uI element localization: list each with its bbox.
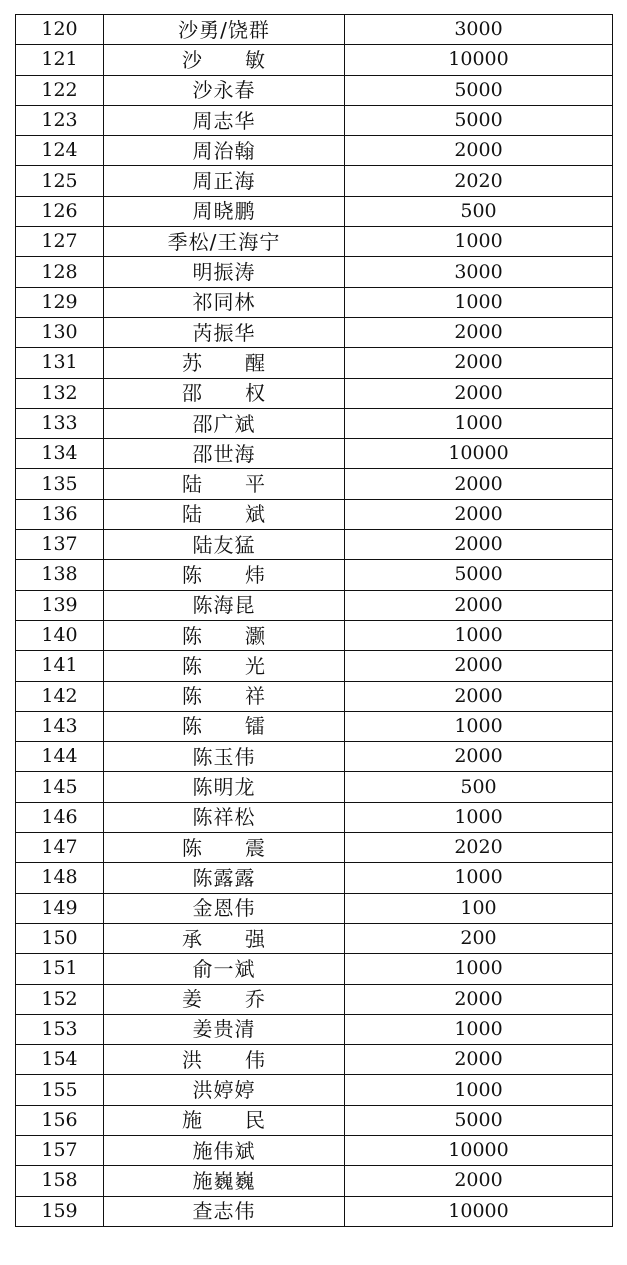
table-row: [16, 257, 613, 287]
row-number-cell: 158: [16, 1166, 104, 1196]
donor-name-cell: 周晓鹏: [104, 196, 345, 226]
amount-cell: 1000: [345, 954, 613, 984]
donor-name-cell: 查志伟: [104, 1196, 345, 1226]
row-number-cell: 132: [16, 378, 104, 408]
row-number-cell: 121: [16, 45, 104, 75]
row-number-cell: 149: [16, 893, 104, 923]
row-number-cell: 141: [16, 651, 104, 681]
amount-cell: 200: [345, 923, 613, 953]
donor-name-cell: 陈 震: [104, 833, 345, 863]
donor-name-cell: 施伟斌: [104, 1135, 345, 1165]
donor-name-cell: 邵 权: [104, 378, 345, 408]
table-row: [16, 1105, 613, 1135]
donor-name-cell: 陈 祥: [104, 681, 345, 711]
table-body: [16, 15, 613, 1227]
amount-cell: 2000: [345, 1166, 613, 1196]
amount-cell: 2000: [345, 499, 613, 529]
table-row: [16, 590, 613, 620]
row-number-cell: 157: [16, 1135, 104, 1165]
table-row: [16, 893, 613, 923]
table-row: [16, 287, 613, 317]
donor-name-cell: 陈祥松: [104, 802, 345, 832]
row-number-cell: 154: [16, 1045, 104, 1075]
row-number-cell: 131: [16, 348, 104, 378]
table-row: [16, 45, 613, 75]
row-number-cell: 136: [16, 499, 104, 529]
donor-name-cell: 姜 乔: [104, 984, 345, 1014]
amount-cell: 10000: [345, 1196, 613, 1226]
donor-name-cell: 邵广斌: [104, 408, 345, 438]
donation-table-container: [15, 14, 612, 1227]
table-row: [16, 348, 613, 378]
row-number-cell: 127: [16, 227, 104, 257]
row-number-cell: 122: [16, 75, 104, 105]
row-number-cell: 144: [16, 742, 104, 772]
row-number-cell: 143: [16, 711, 104, 741]
donation-table: [15, 14, 613, 1227]
donor-name-cell: 沙 敏: [104, 45, 345, 75]
amount-cell: 1000: [345, 287, 613, 317]
amount-cell: 2000: [345, 378, 613, 408]
row-number-cell: 142: [16, 681, 104, 711]
table-row: [16, 772, 613, 802]
amount-cell: 3000: [345, 257, 613, 287]
donor-name-cell: 周正海: [104, 166, 345, 196]
table-row: [16, 530, 613, 560]
amount-cell: 5000: [345, 560, 613, 590]
amount-cell: 3000: [345, 15, 613, 45]
amount-cell: 500: [345, 196, 613, 226]
amount-cell: 1000: [345, 1075, 613, 1105]
amount-cell: 2000: [345, 681, 613, 711]
row-number-cell: 159: [16, 1196, 104, 1226]
row-number-cell: 130: [16, 317, 104, 347]
table-row: [16, 408, 613, 438]
amount-cell: 2000: [345, 348, 613, 378]
amount-cell: 1000: [345, 227, 613, 257]
amount-cell: 1000: [345, 863, 613, 893]
table-row: [16, 1014, 613, 1044]
amount-cell: 2000: [345, 1045, 613, 1075]
row-number-cell: 146: [16, 802, 104, 832]
table-row: [16, 560, 613, 590]
row-number-cell: 151: [16, 954, 104, 984]
donor-name-cell: 陆 斌: [104, 499, 345, 529]
amount-cell: 2000: [345, 317, 613, 347]
donor-name-cell: 沙永春: [104, 75, 345, 105]
donor-name-cell: 芮振华: [104, 317, 345, 347]
donor-name-cell: 陆 平: [104, 469, 345, 499]
donor-name-cell: 陈玉伟: [104, 742, 345, 772]
row-number-cell: 134: [16, 439, 104, 469]
donor-name-cell: 洪婷婷: [104, 1075, 345, 1105]
table-row: [16, 227, 613, 257]
row-number-cell: 152: [16, 984, 104, 1014]
amount-cell: 1000: [345, 620, 613, 650]
amount-cell: 1000: [345, 711, 613, 741]
amount-cell: 2000: [345, 742, 613, 772]
amount-cell: 2020: [345, 166, 613, 196]
amount-cell: 10000: [345, 45, 613, 75]
row-number-cell: 124: [16, 136, 104, 166]
table-row: [16, 499, 613, 529]
table-row: [16, 439, 613, 469]
donor-name-cell: 陈 灏: [104, 620, 345, 650]
row-number-cell: 153: [16, 1014, 104, 1044]
donor-name-cell: 陈 镭: [104, 711, 345, 741]
donor-name-cell: 周治翰: [104, 136, 345, 166]
table-row: [16, 742, 613, 772]
donor-name-cell: 俞一斌: [104, 954, 345, 984]
table-row: [16, 711, 613, 741]
amount-cell: 2000: [345, 530, 613, 560]
donor-name-cell: 姜贵清: [104, 1014, 345, 1044]
table-row: [16, 984, 613, 1014]
table-row: [16, 681, 613, 711]
row-number-cell: 138: [16, 560, 104, 590]
table-row: [16, 196, 613, 226]
row-number-cell: 135: [16, 469, 104, 499]
donor-name-cell: 施巍巍: [104, 1166, 345, 1196]
table-row: [16, 75, 613, 105]
donor-name-cell: 施 民: [104, 1105, 345, 1135]
donor-name-cell: 承 强: [104, 923, 345, 953]
amount-cell: 2000: [345, 590, 613, 620]
row-number-cell: 140: [16, 620, 104, 650]
row-number-cell: 128: [16, 257, 104, 287]
donor-name-cell: 季松/王海宁: [104, 227, 345, 257]
table-row: [16, 620, 613, 650]
donor-name-cell: 邵世海: [104, 439, 345, 469]
table-row: [16, 1045, 613, 1075]
table-row: [16, 469, 613, 499]
donor-name-cell: 明振涛: [104, 257, 345, 287]
amount-cell: 2020: [345, 833, 613, 863]
amount-cell: 2000: [345, 136, 613, 166]
amount-cell: 1000: [345, 802, 613, 832]
table-row: [16, 923, 613, 953]
donor-name-cell: 陆友猛: [104, 530, 345, 560]
table-row: [16, 378, 613, 408]
amount-cell: 1000: [345, 1014, 613, 1044]
amount-cell: 5000: [345, 105, 613, 135]
row-number-cell: 120: [16, 15, 104, 45]
donor-name-cell: 金恩伟: [104, 893, 345, 923]
amount-cell: 2000: [345, 651, 613, 681]
amount-cell: 2000: [345, 469, 613, 499]
donor-name-cell: 陈海昆: [104, 590, 345, 620]
table-row: [16, 317, 613, 347]
table-row: [16, 651, 613, 681]
row-number-cell: 150: [16, 923, 104, 953]
table-row: [16, 954, 613, 984]
donor-name-cell: 沙勇/饶群: [104, 15, 345, 45]
donor-name-cell: 陈 炜: [104, 560, 345, 590]
donor-name-cell: 洪 伟: [104, 1045, 345, 1075]
row-number-cell: 147: [16, 833, 104, 863]
row-number-cell: 133: [16, 408, 104, 438]
donor-name-cell: 祁同林: [104, 287, 345, 317]
row-number-cell: 148: [16, 863, 104, 893]
row-number-cell: 156: [16, 1105, 104, 1135]
row-number-cell: 125: [16, 166, 104, 196]
amount-cell: 100: [345, 893, 613, 923]
donor-name-cell: 周志华: [104, 105, 345, 135]
donor-name-cell: 陈 光: [104, 651, 345, 681]
table-row: [16, 1196, 613, 1226]
amount-cell: 10000: [345, 439, 613, 469]
row-number-cell: 129: [16, 287, 104, 317]
donor-name-cell: 苏 醒: [104, 348, 345, 378]
donor-name-cell: 陈露露: [104, 863, 345, 893]
table-row: [16, 863, 613, 893]
row-number-cell: 155: [16, 1075, 104, 1105]
row-number-cell: 137: [16, 530, 104, 560]
row-number-cell: 126: [16, 196, 104, 226]
table-row: [16, 136, 613, 166]
donor-name-cell: 陈明龙: [104, 772, 345, 802]
table-row: [16, 833, 613, 863]
amount-cell: 2000: [345, 984, 613, 1014]
row-number-cell: 139: [16, 590, 104, 620]
table-row: [16, 105, 613, 135]
table-row: [16, 802, 613, 832]
table-row: [16, 1075, 613, 1105]
table-row: [16, 166, 613, 196]
amount-cell: 5000: [345, 75, 613, 105]
row-number-cell: 123: [16, 105, 104, 135]
table-row: [16, 1166, 613, 1196]
amount-cell: 10000: [345, 1135, 613, 1165]
row-number-cell: 145: [16, 772, 104, 802]
table-row: [16, 1135, 613, 1165]
amount-cell: 5000: [345, 1105, 613, 1135]
table-row: [16, 15, 613, 45]
amount-cell: 1000: [345, 408, 613, 438]
amount-cell: 500: [345, 772, 613, 802]
